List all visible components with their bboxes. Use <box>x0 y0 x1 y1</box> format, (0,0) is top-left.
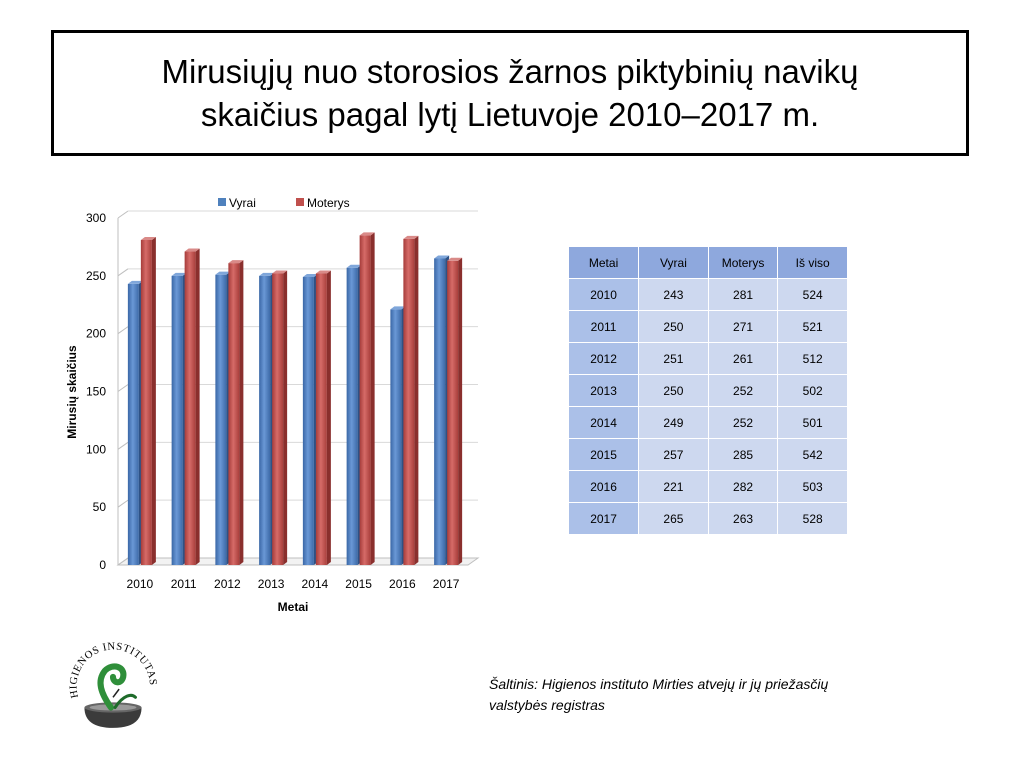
svg-text:HIGIENOS INSTITUTAS <box>68 640 160 699</box>
bar-front <box>316 274 327 565</box>
bar-vyrai-2013 <box>259 273 274 565</box>
table-cell: 250 <box>639 311 709 343</box>
bar-moterys-2012 <box>228 260 243 565</box>
table-header-row <box>569 247 848 279</box>
table-cell: 221 <box>639 471 709 503</box>
table-cell: 250 <box>639 375 709 407</box>
bar-front <box>434 258 445 565</box>
bar-moterys-2010 <box>141 237 156 565</box>
bar-vyrai-2012 <box>215 272 230 565</box>
table-cell: 542 <box>778 439 848 471</box>
bar-front <box>390 309 401 565</box>
table-cell: 2012 <box>569 343 639 375</box>
bar-front <box>259 276 270 565</box>
gridline <box>118 385 128 392</box>
gridline <box>118 500 128 507</box>
table-header-is-viso: Iš viso <box>778 247 848 279</box>
bar-side <box>371 232 375 565</box>
table-cell: 265 <box>639 503 709 535</box>
bar-front <box>228 263 239 565</box>
legend-label-vyrai: Vyrai <box>229 196 256 210</box>
x-tick-label: 2014 <box>301 577 329 591</box>
table-cell: 263 <box>708 503 778 535</box>
table-row <box>569 375 848 407</box>
table-row <box>569 407 848 439</box>
bar-vyrai-2015 <box>347 265 362 565</box>
table-header-metai: Metai <box>569 247 639 279</box>
bar-side <box>283 271 287 565</box>
table-cell: 2011 <box>569 311 639 343</box>
x-tick-label: 2013 <box>257 577 285 591</box>
table-cell: 2015 <box>569 439 639 471</box>
table-cell: 524 <box>778 279 848 311</box>
bar-side <box>152 237 156 565</box>
table-cell: 512 <box>778 343 848 375</box>
table-row <box>569 503 848 535</box>
table-row <box>569 471 848 503</box>
institute-logo-icon <box>62 632 164 734</box>
table-cell: 2017 <box>569 503 639 535</box>
bar-front <box>303 277 314 565</box>
table-cell: 503 <box>778 471 848 503</box>
bar-front <box>447 261 458 565</box>
bar-vyrai-2011 <box>172 273 187 565</box>
table-cell: 282 <box>708 471 778 503</box>
table-row <box>569 343 848 375</box>
page-title-line-2: skaičius pagal lytį Lietuvoje 2010–2017 m. <box>200 96 820 133</box>
table-cell: 2016 <box>569 471 639 503</box>
bar-front <box>141 240 152 565</box>
x-tick-label: 2015 <box>345 577 372 591</box>
bar-vyrai-2014 <box>303 274 318 565</box>
x-axis-label: Metai <box>277 600 309 614</box>
table-cell: 285 <box>708 439 778 471</box>
bar-front <box>272 274 283 565</box>
table-cell: 257 <box>639 439 709 471</box>
bar-moterys-2015 <box>360 232 375 565</box>
bar-side <box>239 260 243 565</box>
table-cell: 501 <box>778 407 848 439</box>
bar-vyrai-2010 <box>128 281 143 565</box>
gridline <box>118 269 128 276</box>
gridline <box>118 211 128 218</box>
table-cell: 251 <box>639 343 709 375</box>
bar-vyrai-2017 <box>434 255 449 565</box>
bar-moterys-2014 <box>316 271 331 565</box>
bar-front <box>347 268 358 565</box>
y-axis-label: Mirusių skaičius <box>65 345 79 439</box>
x-tick-label: 2017 <box>432 577 460 591</box>
data-table <box>569 247 848 535</box>
bar-moterys-2011 <box>185 249 200 565</box>
bar-vyrai-2016 <box>390 306 405 565</box>
source-line-2: valstybės registras <box>489 697 605 713</box>
table-cell: 521 <box>778 311 848 343</box>
y-tick-label: 0 <box>99 558 106 572</box>
bar-front <box>215 275 226 565</box>
page-title-line-1: Mirusiųjų nuo storosios žarnos piktybinių navikų <box>161 53 859 90</box>
x-tick-label: 2010 <box>126 577 154 591</box>
bar-moterys-2016 <box>403 236 418 565</box>
bar-side <box>327 271 331 565</box>
y-tick-label: 50 <box>92 500 106 515</box>
bar-front <box>185 252 196 565</box>
bar-front <box>128 284 139 565</box>
table-cell: 528 <box>778 503 848 535</box>
source-line-1: Šaltinis: Higienos instituto Mirties atvejų ir jų priežasčių <box>489 676 829 692</box>
table-cell: 281 <box>708 279 778 311</box>
x-tick-label: 2016 <box>389 577 416 591</box>
bar-side <box>196 249 200 565</box>
gridline <box>118 442 128 449</box>
legend-swatch-vyrai <box>218 198 226 206</box>
legend-label-moterys: Moterys <box>307 196 350 210</box>
y-tick-label: 100 <box>85 442 106 457</box>
table-cell: 2013 <box>569 375 639 407</box>
legend-swatch-moterys <box>296 198 304 206</box>
bar-front <box>360 235 371 565</box>
table-header-moterys: Moterys <box>708 247 778 279</box>
logo-text: HIGIENOS INSTITUTAS <box>67 640 160 700</box>
table-row <box>569 311 848 343</box>
table-header-vyrai: Vyrai <box>639 247 709 279</box>
table-cell: 2010 <box>569 279 639 311</box>
table-cell: 261 <box>708 343 778 375</box>
x-tick-label: 2011 <box>170 577 197 591</box>
y-tick-label: 300 <box>85 211 106 225</box>
y-tick-label: 250 <box>85 268 106 283</box>
table-cell: 502 <box>778 375 848 407</box>
bar-front <box>172 276 183 565</box>
table-row <box>569 279 848 311</box>
table-cell: 271 <box>708 311 778 343</box>
bar-side <box>458 258 462 565</box>
x-tick-label: 2012 <box>214 577 241 591</box>
bar-moterys-2013 <box>272 271 287 565</box>
y-tick-label: 150 <box>85 384 106 399</box>
table-cell: 2014 <box>569 407 639 439</box>
gridline <box>118 327 128 334</box>
source-note <box>489 674 909 716</box>
table-cell: 249 <box>639 407 709 439</box>
bar-side <box>414 236 418 565</box>
bar-front <box>403 239 414 565</box>
table-row <box>569 439 848 471</box>
y-tick-label: 200 <box>85 326 106 341</box>
table-cell: 243 <box>639 279 709 311</box>
table-cell: 252 <box>708 407 778 439</box>
table-cell: 252 <box>708 375 778 407</box>
bar-moterys-2017 <box>447 258 462 565</box>
